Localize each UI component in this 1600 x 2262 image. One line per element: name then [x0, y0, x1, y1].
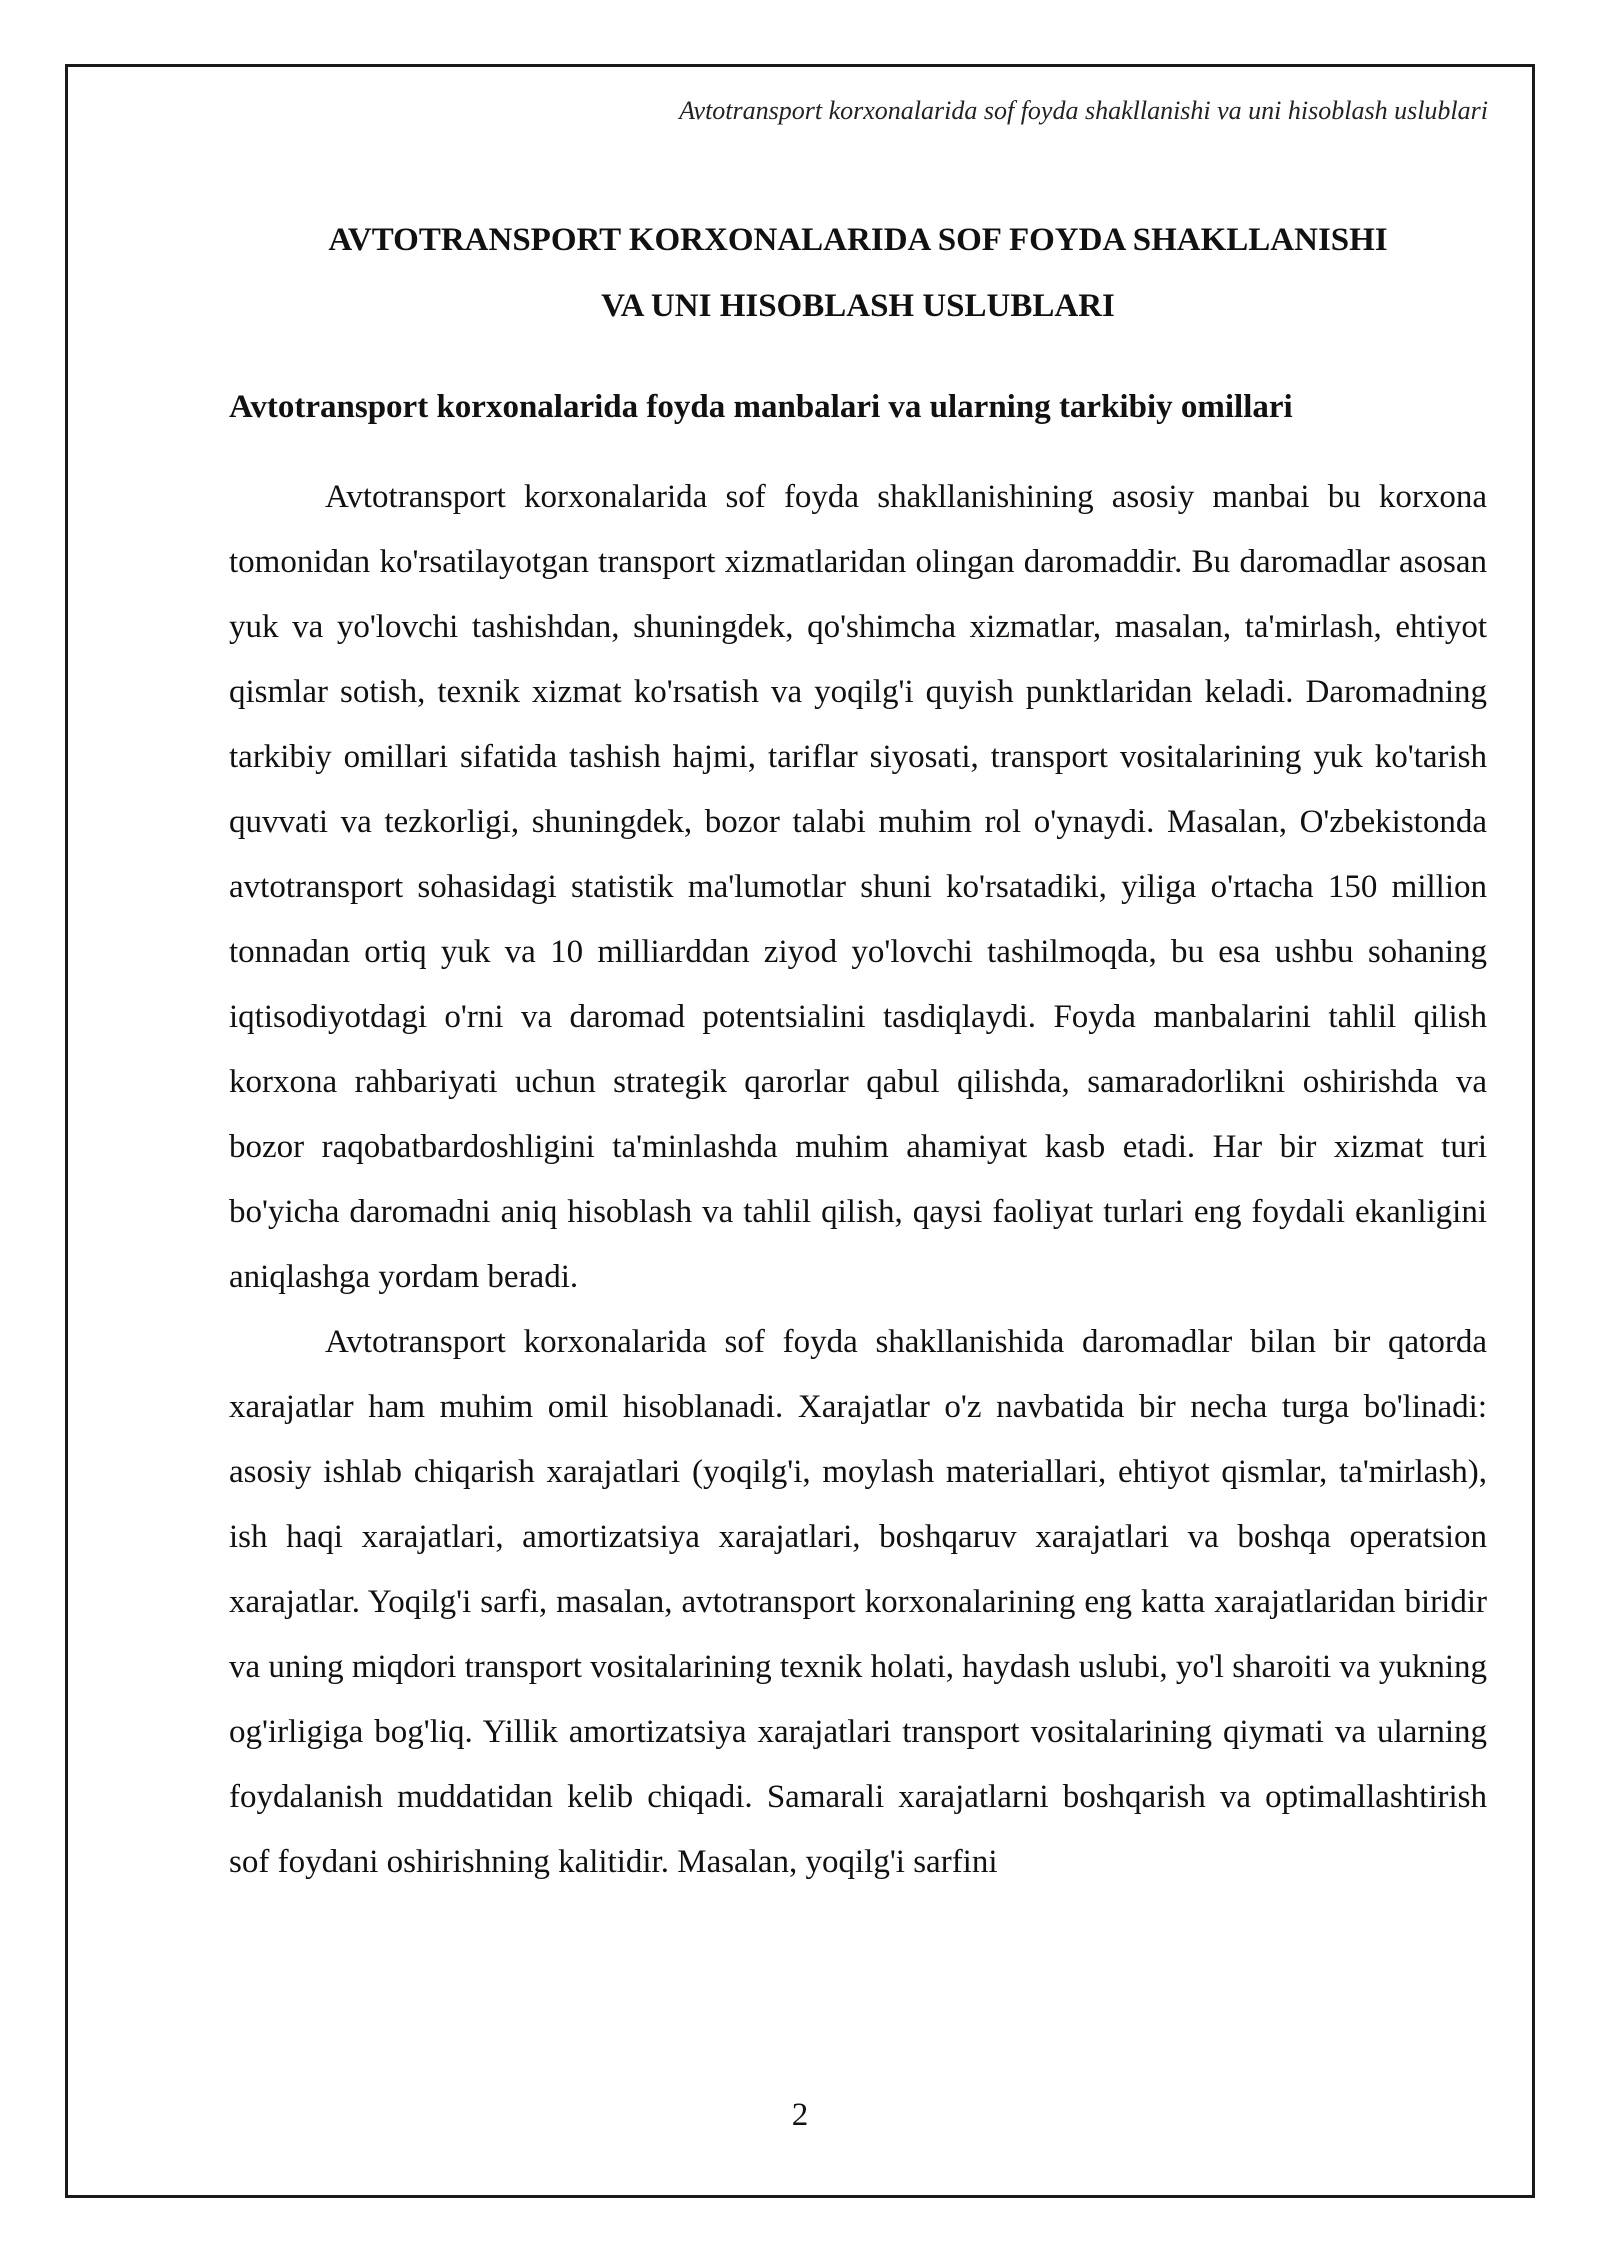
paragraph-2: Avtotransport korxonalarida sof foyda shakllanishida daromadlar bilan bir qatorda xarajatlar ham muhim omil hisoblanadi. Xarajatlar o'z navbatida bir necha turga bo'linadi: asosiy ishlab chiqarish xarajatlari (yoqilg'i, moylash materiallari, ehtiyot qismlar, ta'mirlash), ish haqi xarajatlari, amortizatsiya xarajatlari, boshqaruv xarajatlari va boshqa operatsion xarajatlar. Yoqilg'i sarfi, masalan, avtotransport korxonalarining eng katta xarajatlaridan biridir va uning miqdori transport vositalarining texnik holati, haydash uslubi, yo'l sharoiti va yukning og'irligiga bog'liq. Yillik amortizatsiya xarajatlari transport vositalarining qiymati va ularning foydalanish muddatidan kelib chiqadi. Samarali xarajatlarni boshqarish va optimallashtirish sof foydani oshirishning kalitidir. Masalan, yoqilg'i sarfini: [229, 1324, 1487, 1880]
document-title-line-2: VA UNI HISOBLASH USLUBLARI: [601, 288, 1115, 324]
section-heading: Avtotransport korxonalarida foyda manbalari va ularning tarkibiy omillari: [229, 389, 1293, 425]
paragraph-1: Avtotransport korxonalarida sof foyda shakllanishining asosiy manbai bu korxona tomonidan ko'rsatilayotgan transport xizmatlaridan olingan daromaddir. Bu daromadlar asosan yuk va yo'lovchi tashishdan, shuningdek, qo'shimcha xizmatlar, masalan, ta'mirlash, ehtiyot qismlar sotish, texnik xizmat ko'rsatish va yoqilg'i quyish punktlaridan keladi. Daromadning tarkibiy omillari sifatida tashish hajmi, tariflar siyosati, transport vositalarining yuk ko'tarish quvvati va tezkorligi, shuningdek, bozor talabi muhim rol o'ynaydi. Masalan, O'zbekistonda avtotransport sohasidagi statistik ma'lumotlar shuni ko'rsatadiki, yiliga o'rtacha 150 million tonnadan ortiq yuk va 10 milliarddan ziyod yo'lovchi tashilmoqda, bu esa ushbu sohaning iqtisodiyotdagi o'rni va daromad potentsialini tasdiqlaydi. Foyda manbalarini tahlil qilish korxona rahbariyati uchun strategik qarorlar qabul qilishda, samaradorlikni oshirishda va bozor raqobatbardoshligini ta'minlashda muhim ahamiyat kasb etadi. Har bir xizmat turi bo'yicha daromadni aniq hisoblash va tahlil qilish, qaysi faoliyat turlari eng foydali ekanligini aniqlashga yordam beradi.: [229, 479, 1487, 1295]
document-title-line-1: AVTOTRANSPORT KORXONALARIDA SOF FOYDA SHAKLLANISHI: [328, 222, 1388, 258]
running-header: Avtotransport korxonalarida sof foyda shakllanishi va uni hisoblash uslublari: [679, 96, 1488, 125]
page-number: 2: [791, 2097, 809, 2133]
body-text: [229, 465, 1487, 1895]
document-title: [229, 207, 1487, 339]
